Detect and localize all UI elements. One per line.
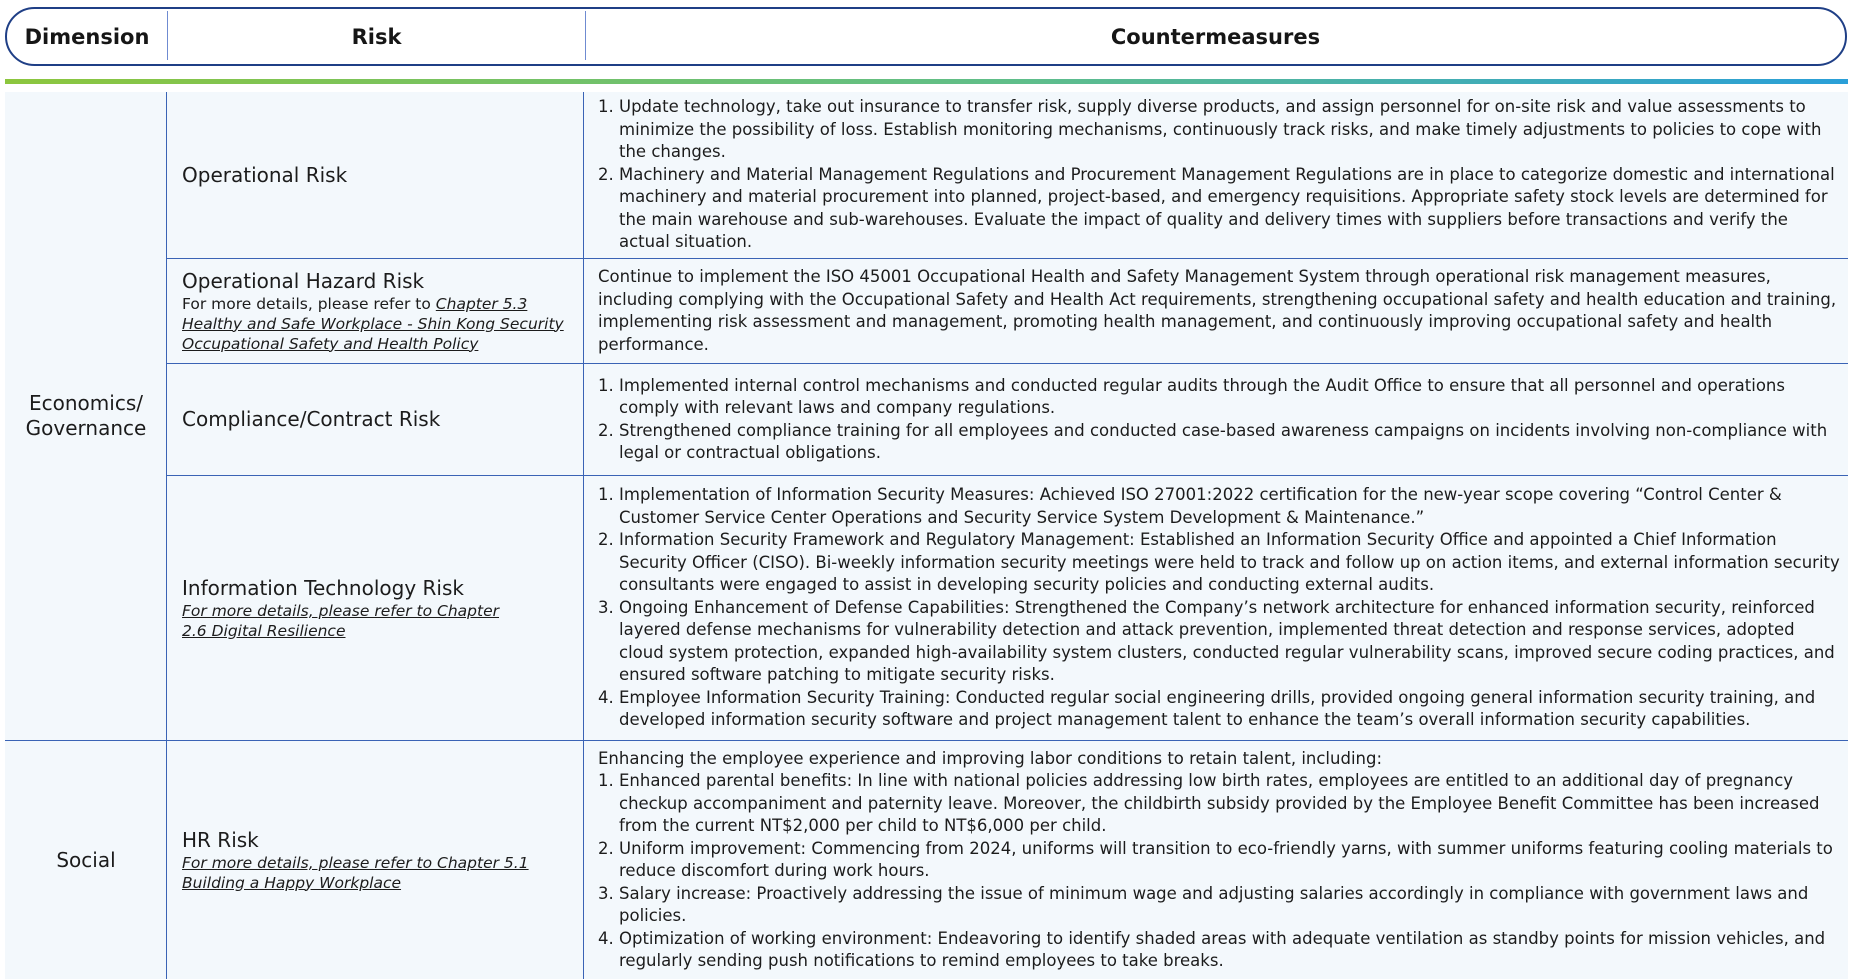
list-item	[598, 770, 1843, 838]
list-item	[598, 484, 1843, 529]
item-text: Salary increase: Proactively addressing the issue of minimum wage and adjusting salaries accordingly in compliance with government laws and policies.	[619, 883, 1809, 925]
risk-cell	[182, 259, 577, 363]
dimension-label: Social	[56, 847, 116, 872]
risk-name: Compliance/Contract Risk	[182, 407, 441, 431]
risk-cell	[182, 476, 577, 740]
reference-link[interactable]: For more details, please refer to Chapter 2.6 Digital Resilience	[182, 601, 499, 640]
header-risk: Risk	[351, 24, 402, 49]
risk-table	[5, 92, 1848, 979]
risk-cell	[182, 92, 577, 258]
list-item	[598, 597, 1843, 687]
list-item	[598, 838, 1843, 883]
item-text: Machinery and Material Management Regulations and Procurement Management Regulations are in place to categorize domestic and international machinery and material procurement into planned, project-based, and emergency requisitions. Appropriate safety stock levels are determined for the main warehouse and sub-warehouses. Evaluate the impact of quality and delivery times with suppliers before transactions and verify the actual situation.	[619, 164, 1835, 252]
risk-reference	[182, 601, 522, 641]
risk-cell	[182, 741, 577, 979]
item-number: 1.	[598, 375, 614, 395]
item-text: Update technology, take out insurance to transfer risk, supply diverse products, and assign personnel for on-site risk and value assessments to minimize the possibility of loss. Establish monitoring mechanisms, continuously track risks, and make timely adjustments to policies to cope with the changes.	[619, 97, 1822, 162]
item-text: Ongoing Enhancement of Defense Capabilities: Strengthened the Company’s network architecture for enhanced information security, reinforced layered defense mechanisms for vulnerability detection and attack prevention, implemented threat detection and response services, adopted cloud system protection, expanded high-availability system clusters, conducted regular vulnerability scans, improved secure coding practices, and ensured software patching to mitigate security risks.	[619, 597, 1835, 685]
reference-prefix: For more details, please refer to	[182, 294, 436, 313]
list-item	[598, 375, 1843, 420]
list-item	[598, 529, 1843, 597]
item-number: 2.	[598, 530, 614, 550]
list-item	[598, 687, 1843, 732]
risk-name: Operational Risk	[182, 162, 348, 187]
item-number: 1.	[598, 771, 614, 790]
dimension-label: Economics/ Governance	[25, 391, 147, 440]
list-item	[598, 420, 1843, 465]
table-header	[5, 7, 1847, 66]
item-number: 3.	[598, 883, 614, 903]
list-item	[598, 928, 1843, 973]
item-text: Uniform improvement: Commencing from 2024, uniforms will transition to eco-friendly yarns, with summer uniforms featuring cooling materials to reduce discomfort during work hours.	[619, 838, 1833, 880]
item-text: Employee Information Security Training: Conducted regular social engineering drills, provided ongoing general information security training, and developed information security software and project management talent to enhance the team’s overall information security capabilities.	[619, 687, 1816, 730]
item-text: Strengthened compliance training for all employees and conducted case-based awareness campaigns on incidents involving non-compliance with legal or contractual obligations.	[619, 420, 1828, 462]
dimension-cell	[5, 92, 167, 740]
risk-reference	[182, 294, 577, 354]
countermeasures-cell	[598, 741, 1843, 979]
dimension-cell	[5, 741, 167, 979]
risk-cell	[182, 364, 577, 475]
item-number: 2.	[598, 838, 614, 858]
item-text: Enhanced parental benefits: In line with national policies addressing low birth rates, employees are entitled to an additional day of pregnancy checkup accompaniment and paternity leave. Moreover, the childbirth subsidy provided by the Employee Benefit Committee has been increased from the current NT$2,000 per child to NT$6,000 per child.	[619, 771, 1820, 835]
header-gradient-rule	[5, 79, 1848, 84]
countermeasures-cell	[598, 92, 1843, 258]
item-number: 1.	[598, 97, 614, 117]
countermeasures-cell	[598, 259, 1843, 363]
item-text: Information Security Framework and Regulatory Management: Established an Information Security Office and appointed a Chief Information Security Officer (CISO). Bi-weekly information security meetings were held to track and follow up on action items, and external information security consultants were engaged to assist in developing security policies and conducting external audits.	[619, 530, 1840, 595]
item-number: 4.	[598, 928, 614, 948]
reference-link[interactable]: Chapter 5.3 Healthy and Safe Workplace - Shin Kong Security Occupational Safety and Health Policy	[182, 294, 564, 353]
risk-reference	[182, 853, 562, 893]
header-countermeasures: Countermeasures	[1110, 24, 1321, 49]
item-number: 2.	[598, 164, 614, 184]
risk-name: Information Technology Risk	[182, 575, 464, 600]
countermeasures-cell	[598, 364, 1843, 475]
list-item	[598, 96, 1843, 164]
list-item	[598, 164, 1843, 254]
item-text: Implementation of Information Security Measures: Achieved ISO 27001:2022 certification for the new-year scope covering “Control Center & Customer Service Center Operations and Security Service System Development & Maintenance.”	[619, 485, 1782, 527]
item-number: 3.	[598, 597, 614, 617]
countermeasure-paragraph: Continue to implement the ISO 45001 Occupational Health and Safety Management System through operational risk management measures, including complying with the Occupational Safety and Health Act requirements, strengthening occupational safety and health education and training, implementing risk assessment and management, promoting health management, and continuously improving occupational safety and health performance.	[598, 267, 1837, 354]
risk-name: HR Risk	[182, 827, 259, 852]
countermeasure-intro: Enhancing the employee experience and improving labor conditions to retain talent, including:	[598, 748, 1383, 768]
item-number: 1.	[598, 485, 614, 505]
list-item	[598, 883, 1843, 928]
column-divider	[583, 92, 584, 979]
item-number: 4.	[598, 687, 614, 707]
item-number: 2.	[598, 420, 614, 440]
header-dimension: Dimension	[24, 24, 150, 49]
item-text: Optimization of working environment: Endeavoring to identify shaded areas with adequate ventilation as standby points for mission vehicles, and regularly sending push notifications to remind employees to take breaks.	[619, 928, 1826, 970]
risk-name: Operational Hazard Risk	[182, 268, 425, 293]
item-text: Implemented internal control mechanisms and conducted regular audits through the Audit Office to ensure that all personnel and operations comply with relevant laws and company regulations.	[619, 375, 1785, 417]
countermeasures-cell	[598, 476, 1843, 740]
reference-link[interactable]: For more details, please refer to Chapter 5.1 Building a Happy Workplace	[182, 853, 529, 892]
